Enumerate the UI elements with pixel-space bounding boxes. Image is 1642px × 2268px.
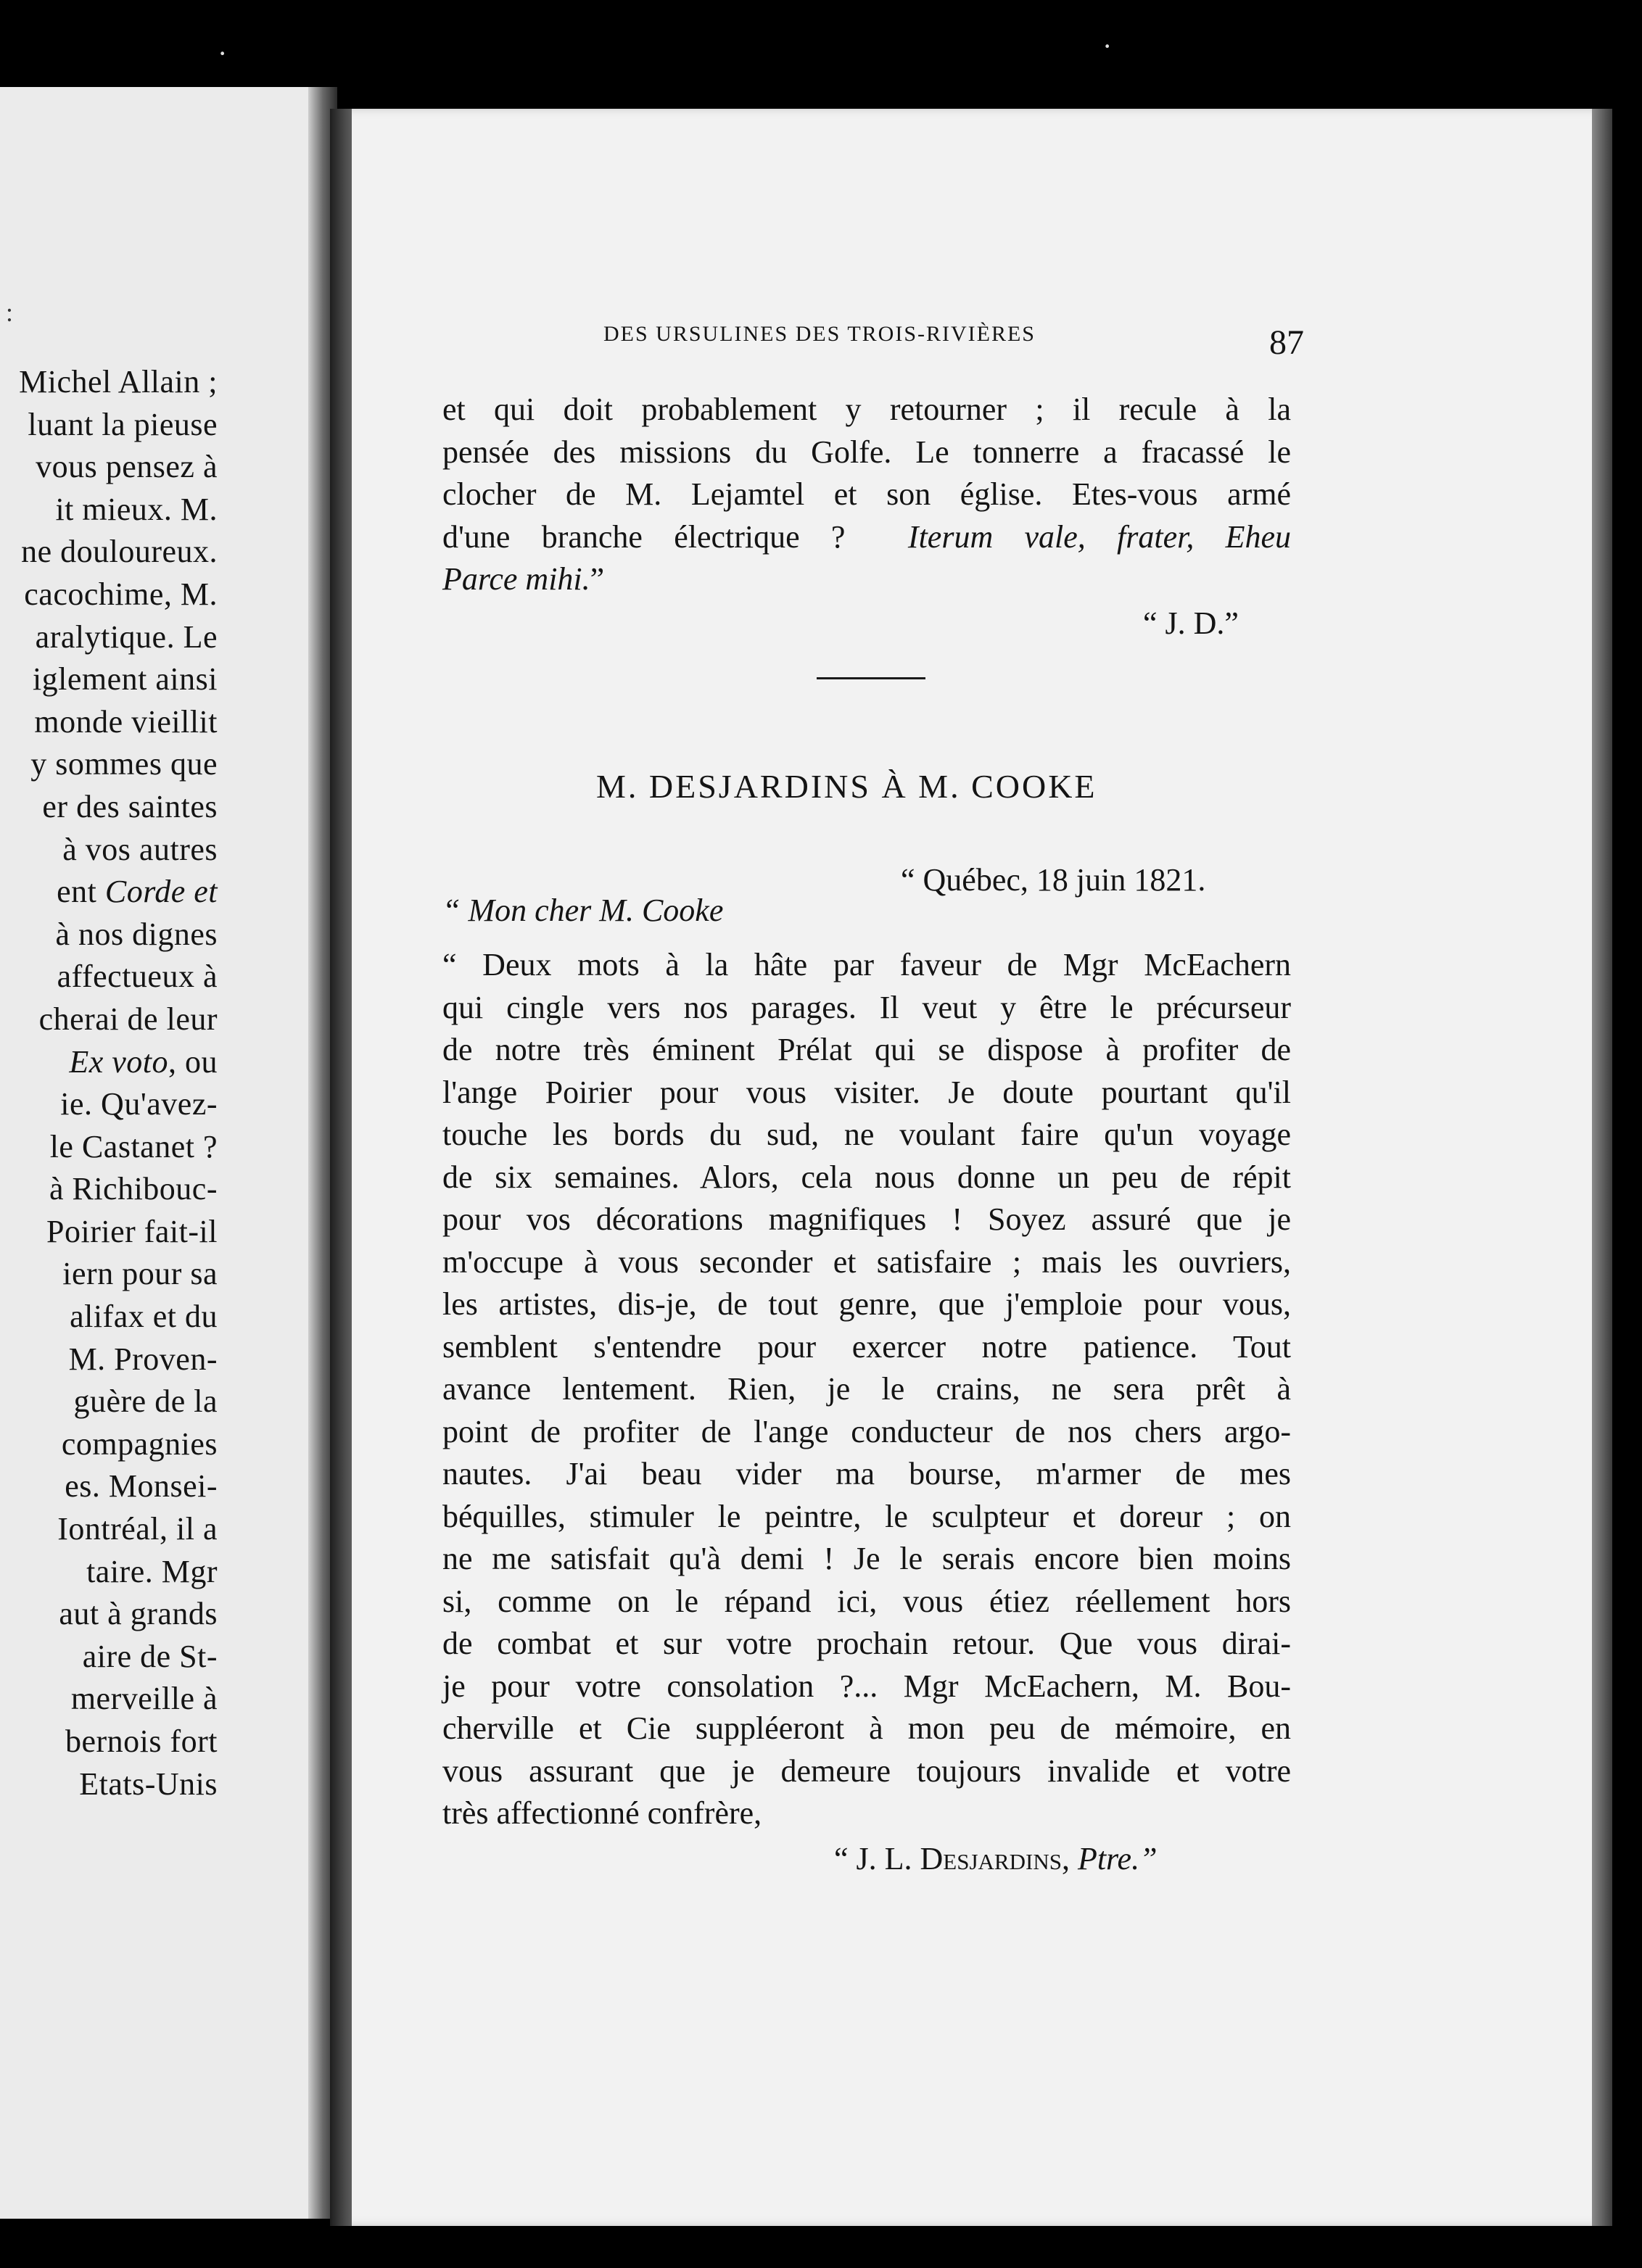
text-line: cherville et Cie suppléeront à mon peu de mémoire, en [442, 1710, 1291, 1746]
latin-phrase: Iterum vale, frater, Eheu [907, 518, 1292, 555]
signature-jd: “ J. D.” [1143, 605, 1239, 641]
left-page-line: aut à grands [59, 1596, 218, 1632]
dateline: “ Québec, 18 juin 1821. [901, 862, 1206, 898]
page-number: 87 [1269, 323, 1304, 362]
text-line: très affectionné confrère, [442, 1795, 762, 1831]
latin-phrase-end: Parce mihi. [442, 561, 590, 597]
left-page-line: ie. Qu'avez- [60, 1086, 218, 1122]
left-page-line: aralytique. Le [35, 618, 218, 655]
left-page-line: affectueux à [57, 959, 218, 995]
text-line: pensée des missions du Golfe. Le tonnerre a fracassé le [442, 434, 1291, 470]
section-divider [817, 677, 925, 679]
text-line: si, comme on le répand ici, vous étiez réellement hors [442, 1583, 1291, 1619]
letter2-body [442, 944, 1291, 1835]
left-page-line: iglement ainsi [32, 661, 218, 698]
left-page-line: à Richibouc- [49, 1171, 218, 1207]
left-page-line: Michel Allain ; [19, 364, 218, 400]
salutation [442, 892, 723, 929]
right-page-spine-shadow [330, 109, 352, 2226]
text-line: semblent s'entendre pour exercer notre patience. Tout [442, 1328, 1291, 1365]
left-page-line: taire. Mgr [86, 1553, 218, 1589]
left-page-line: Iontréal, il a [57, 1511, 218, 1547]
text-line: pour vos décorations magnifiques ! Soyez assuré que je [442, 1201, 1291, 1237]
text-line: nautes. J'ai beau vider ma bourse, m'armer de mes [442, 1456, 1291, 1491]
left-page-line: ne douloureux. [21, 534, 218, 570]
text-line: ne me satisfait qu'à demi ! Je le serais encore bien moins [442, 1541, 1291, 1576]
salutation-text: “ Mon cher M. Cooke [442, 893, 724, 928]
left-page-line: alifax et du [70, 1299, 218, 1335]
left-margin-mark: : [6, 298, 14, 327]
left-page-line: bernois fort [65, 1723, 218, 1759]
signature-desjardins [834, 1840, 1158, 1877]
letter1-continuation [442, 389, 1291, 601]
text-line: “ Deux mots à la hâte par faveur de Mgr McEachern [442, 947, 1291, 982]
text-line: l'ange Poirier pour vous visiter. Je doute pourtant qu'il [442, 1074, 1291, 1110]
page-edge [1592, 109, 1612, 2226]
left-page-line: Etats-Unis [79, 1766, 218, 1802]
left-page-line: à vos autres [62, 831, 218, 867]
running-title: DES URSULINES DES TROIS-RIVIÈRES [603, 322, 1036, 346]
text-line: point de profiter de l'ange conducteur de nos chers argo- [442, 1413, 1291, 1449]
left-page-line: iern pour sa [62, 1256, 218, 1292]
signature-name: “ J. L. Desjardins, [834, 1841, 1070, 1876]
left-page-text [0, 361, 218, 1805]
scan-speck: · [1102, 30, 1113, 62]
left-page-line: à nos dignes [55, 916, 218, 952]
scan-speck: · [218, 37, 228, 70]
left-page-line: le Castanet ? [49, 1128, 218, 1164]
text-line: vous assurant que je demeure toujours invalide et votre [442, 1752, 1291, 1789]
left-page-line: cherai de leur [38, 1001, 218, 1037]
left-page-line: es. Monsei- [65, 1468, 218, 1505]
text-line: Parce mihi.” [442, 561, 605, 597]
text-line: je pour votre consolation ?... Mgr McEachern, M. Bou- [442, 1668, 1291, 1704]
text-line: les artistes, dis-je, de tout genre, que j'emploie pour vous, [442, 1286, 1291, 1322]
left-page-line: cacochime, M. [24, 576, 218, 612]
text-line-with-italic [442, 516, 1291, 559]
left-page-line: Poirier fait-il [46, 1213, 218, 1249]
left-page-line: luant la pieuse [28, 406, 218, 442]
text-line: clocher de M. Lejamtel et son église. Etes-vous armé [442, 476, 1291, 512]
left-page-line: aire de St- [82, 1638, 218, 1674]
text-line: de six semaines. Alors, cela nous donne un peu de répit [442, 1159, 1291, 1195]
text-line: avance lentement. Rien, je le crains, ne sera prêt à [442, 1371, 1291, 1407]
left-page-line: monde vieillit [34, 703, 218, 740]
text-fragment: d'une branche électrique ? [442, 518, 846, 555]
text-line: de combat et sur votre prochain retour. Que vous dirai- [442, 1626, 1291, 1661]
left-page-line: ent Corde et [57, 874, 218, 910]
text-line: et qui doit probablement y retourner ; il recule à la [442, 392, 1291, 427]
text-line: béquilles, stimuler le peintre, le sculpteur et doreur ; on [442, 1498, 1291, 1534]
left-page-line: er des saintes [42, 788, 218, 824]
left-page-line: merveille à [70, 1681, 218, 1717]
left-page-line: it mieux. M. [55, 491, 218, 527]
letter-heading: M. DESJARDINS À M. COOKE [596, 768, 1097, 805]
left-page-line: vous pensez à [36, 449, 218, 485]
text-line: m'occupe à vous seconder et satisfaire ; mais les ouvriers, [442, 1243, 1291, 1280]
signature-title: Ptre.” [1077, 1841, 1158, 1876]
left-page-line: y sommes que [30, 746, 218, 782]
left-page-line: guère de la [73, 1383, 218, 1420]
text-line: de notre très éminent Prélat qui se dispose à profiter de [442, 1032, 1291, 1067]
text-line: qui cingle vers nos parages. Il veut y être le précurseur [442, 989, 1291, 1025]
text-line: touche les bords du sud, ne voulant faire qu'un voyage [442, 1117, 1291, 1152]
left-page-line: Ex voto, ou [69, 1043, 218, 1080]
left-page-line: compagnies [61, 1425, 218, 1462]
left-page-line: M. Proven- [68, 1341, 218, 1377]
